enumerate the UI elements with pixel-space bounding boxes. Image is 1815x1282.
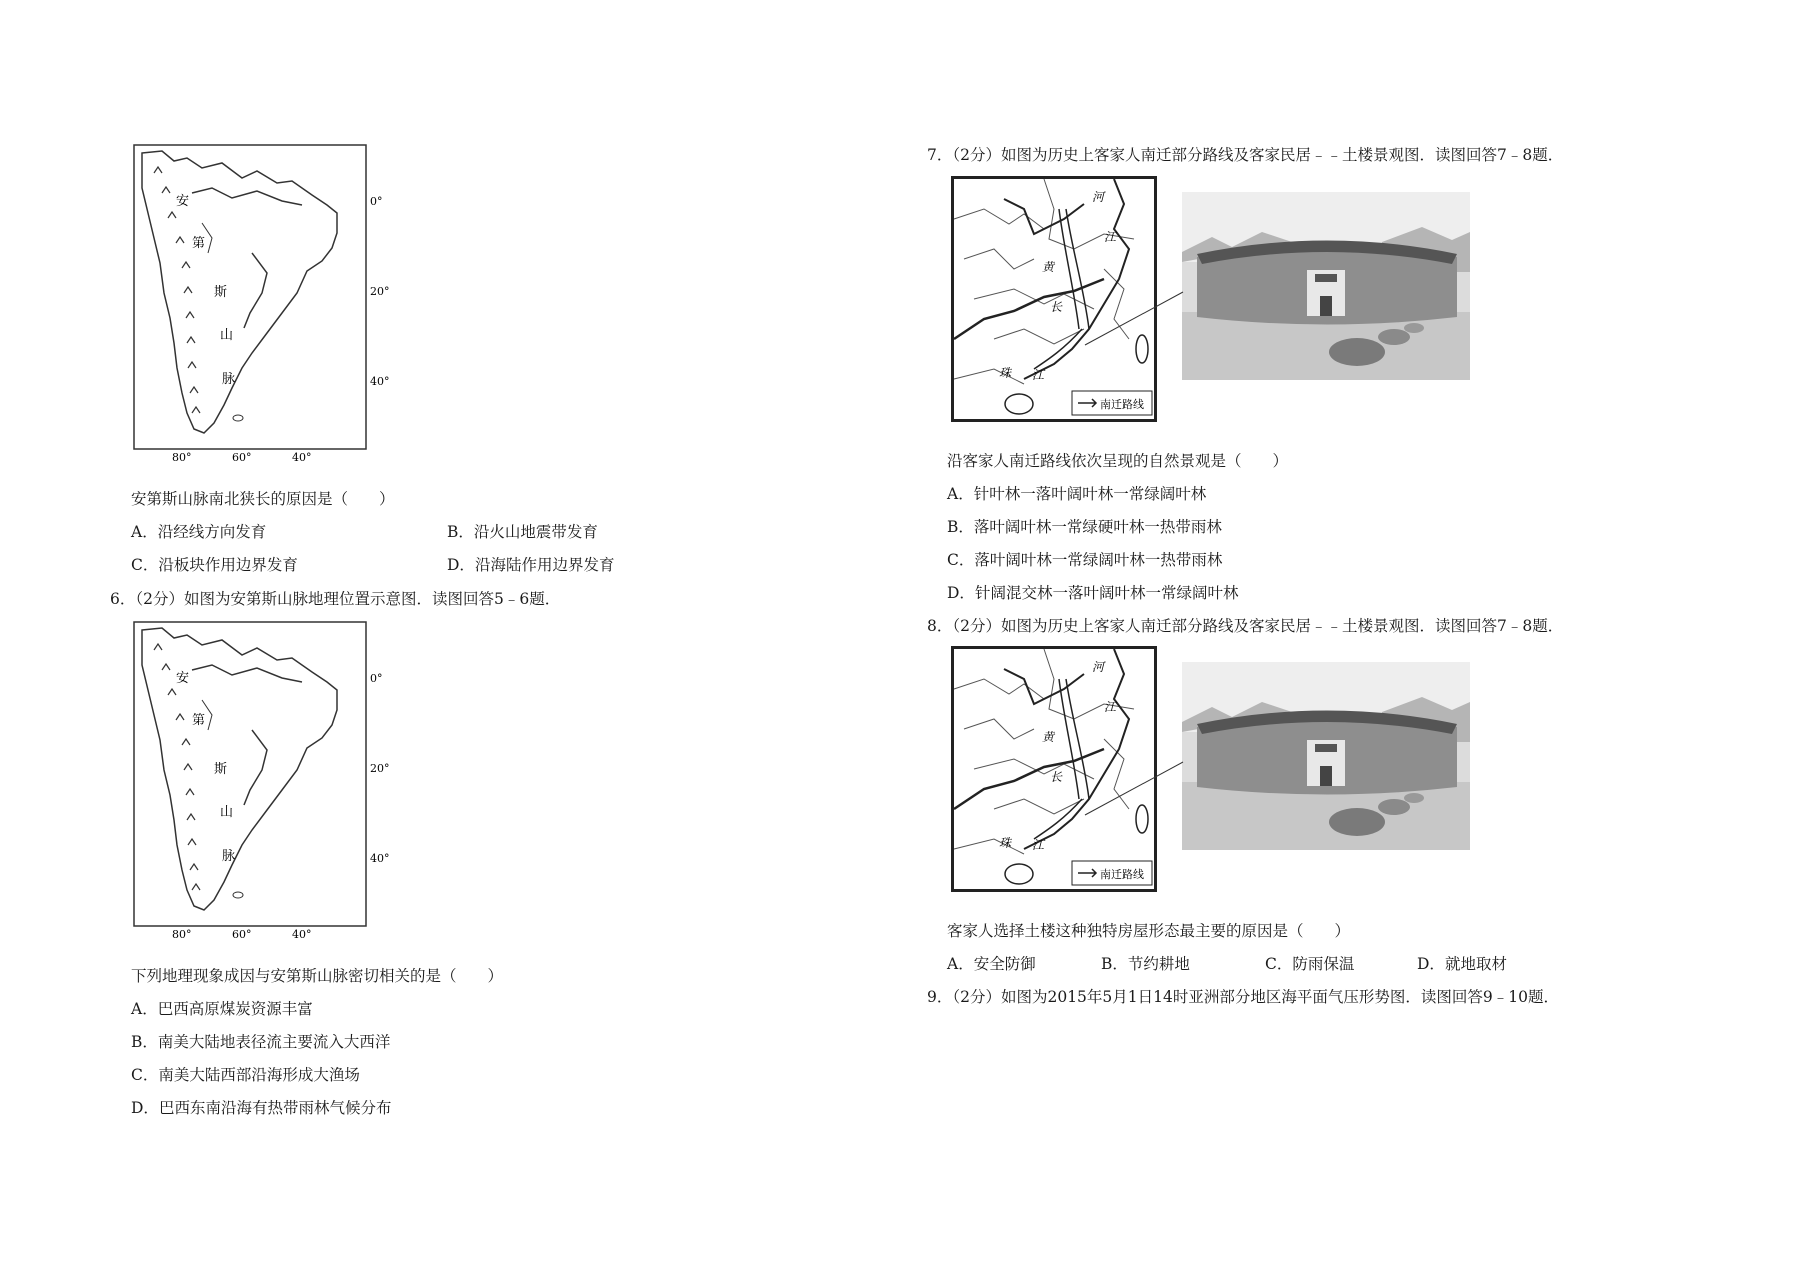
andes-label-an: 安 [176, 671, 190, 686]
option-label: D． [1417, 955, 1445, 973]
lat-tick: 0° [370, 672, 383, 685]
lon-tick: 40° [292, 928, 312, 941]
tulou-photo-1 [1182, 192, 1470, 380]
option-label: B． [131, 1033, 158, 1051]
q5-option-c[interactable] [131, 553, 298, 575]
connector-line-1 [1085, 290, 1185, 350]
q7-option-c[interactable] [947, 548, 1222, 570]
andes-label-mai: 脉 [222, 372, 236, 387]
map-label-chang: 长 [1050, 770, 1063, 784]
option-label: C． [947, 551, 975, 569]
lat-tick: 0° [370, 195, 383, 208]
map-label-huang: 黄 [1042, 260, 1055, 274]
option-label: C． [1265, 955, 1293, 973]
option-label: D． [947, 584, 975, 602]
q5-option-b[interactable] [447, 520, 598, 542]
q8-option-a[interactable] [947, 952, 1036, 974]
q6-header: 6．（2分）如图为安第斯山脉地理位置示意图．读图回答5﹣6题． [110, 590, 561, 608]
option-text: 巴西高原煤炭资源丰富 [157, 1000, 313, 1018]
q6-stem: 下列地理现象成因与安第斯山脉密切相关的是（ ） [131, 967, 504, 985]
map-label-jiang: 江 [1032, 838, 1045, 852]
map-label-jiang: 江 [1104, 700, 1117, 714]
q8-option-c[interactable] [1265, 952, 1354, 974]
option-text: 节约耕地 [1127, 955, 1190, 973]
legend-label: 南迁路线 [1100, 398, 1144, 411]
option-label: D． [447, 556, 475, 574]
option-text: 南美大陆西部沿海形成大渔场 [158, 1066, 360, 1084]
option-text: 防雨保温 [1292, 955, 1355, 973]
lon-tick: 60° [232, 451, 252, 464]
map-label-jiang: 江 [1104, 230, 1117, 244]
andes-label-si: 斯 [214, 762, 228, 777]
option-text: 南美大陆地表径流主要流入大西洋 [157, 1033, 391, 1051]
q6-option-b[interactable] [131, 1030, 390, 1052]
q8-stem: 客家人选择土楼这种独特房屋形态最主要的原因是（ ） [947, 922, 1351, 940]
andes-label-an: 安 [176, 194, 190, 209]
q5-option-d[interactable] [447, 553, 614, 575]
andes-label-mai: 脉 [222, 849, 236, 864]
q5-option-a[interactable] [131, 520, 266, 542]
q5-stem: 安第斯山脉南北狭长的原因是（ ） [131, 490, 395, 508]
map-label-huang: 黄 [1042, 730, 1055, 744]
andes-label-shan: 山 [220, 328, 234, 343]
option-label: A． [131, 523, 158, 541]
q7-option-b[interactable] [947, 515, 1222, 537]
lat-tick: 40° [370, 375, 390, 388]
option-label: C． [131, 1066, 159, 1084]
q8-option-d[interactable] [1417, 952, 1507, 974]
option-text: 沿板块作用边界发育 [158, 556, 298, 574]
map-label-chang: 长 [1050, 300, 1063, 314]
option-text: 安全防御 [973, 955, 1036, 973]
q6-option-c[interactable] [131, 1063, 360, 1085]
option-text: 巴西东南沿海有热带雨林气候分布 [158, 1099, 392, 1117]
map-label-jiang: 江 [1032, 368, 1045, 382]
q6-option-d[interactable] [131, 1096, 391, 1118]
q7-option-a[interactable] [947, 482, 1206, 504]
option-text: 落叶阔叶林一常绿阔叶林一热带雨林 [974, 551, 1223, 569]
lon-tick: 80° [172, 928, 192, 941]
andes-label-shan: 山 [220, 805, 234, 820]
tulou-photo-2 [1182, 662, 1470, 850]
option-text: 沿海陆作用边界发育 [474, 556, 615, 574]
q8-option-b[interactable] [1101, 952, 1190, 974]
option-text: 针阔混交林一落叶阔叶林一常绿阔叶林 [974, 584, 1239, 602]
map-label-zhu: 珠 [999, 836, 1012, 850]
q6-option-a[interactable] [131, 997, 313, 1019]
legend-label: 南迁路线 [1100, 868, 1144, 881]
lat-tick: 20° [370, 285, 390, 298]
option-text: 针叶林一落叶阔叶林一常绿阔叶林 [973, 485, 1207, 503]
andes-map-2 [132, 620, 398, 941]
lon-tick: 80° [172, 451, 192, 464]
q7-stem: 沿客家人南迁路线依次呈现的自然景观是（ ） [947, 452, 1289, 470]
andes-label-si: 斯 [214, 285, 228, 300]
q7-header: 7．（2分）如图为历史上客家人南迁部分路线及客家民居﹣﹣土楼景观图．读图回答7﹣8题． [927, 146, 1564, 164]
map-label-he: 河 [1092, 660, 1105, 674]
option-label: A． [947, 485, 974, 503]
map-label-zhu: 珠 [999, 366, 1012, 380]
option-label: A． [131, 1000, 158, 1018]
option-text: 落叶阔叶林一常绿硬叶林一热带雨林 [973, 518, 1222, 536]
lon-tick: 60° [232, 928, 252, 941]
q9-header: 9．（2分）如图为2015年5月1日14时亚洲部分地区海平面气压形势图．读图回答9﹣10题． [927, 988, 1559, 1006]
q8-header: 8．（2分）如图为历史上客家人南迁部分路线及客家民居﹣﹣土楼景观图．读图回答7﹣8题． [927, 617, 1564, 635]
option-label: A． [947, 955, 974, 973]
option-label: B． [447, 523, 474, 541]
andes-map-1 [132, 143, 398, 464]
option-text: 沿经线方向发育 [157, 523, 267, 541]
option-label: B． [947, 518, 974, 536]
map-label-he: 河 [1092, 190, 1105, 204]
lat-tick: 40° [370, 852, 390, 865]
option-text: 就地取材 [1444, 955, 1507, 973]
option-label: B． [1101, 955, 1128, 973]
q7-option-d[interactable] [947, 581, 1238, 603]
option-label: C． [131, 556, 159, 574]
andes-label-di: 第 [192, 236, 206, 251]
lat-tick: 20° [370, 762, 390, 775]
lon-tick: 40° [292, 451, 312, 464]
option-text: 沿火山地震带发育 [473, 523, 598, 541]
andes-label-di: 第 [192, 713, 206, 728]
option-label: D． [131, 1099, 159, 1117]
connector-line-2 [1085, 760, 1185, 820]
